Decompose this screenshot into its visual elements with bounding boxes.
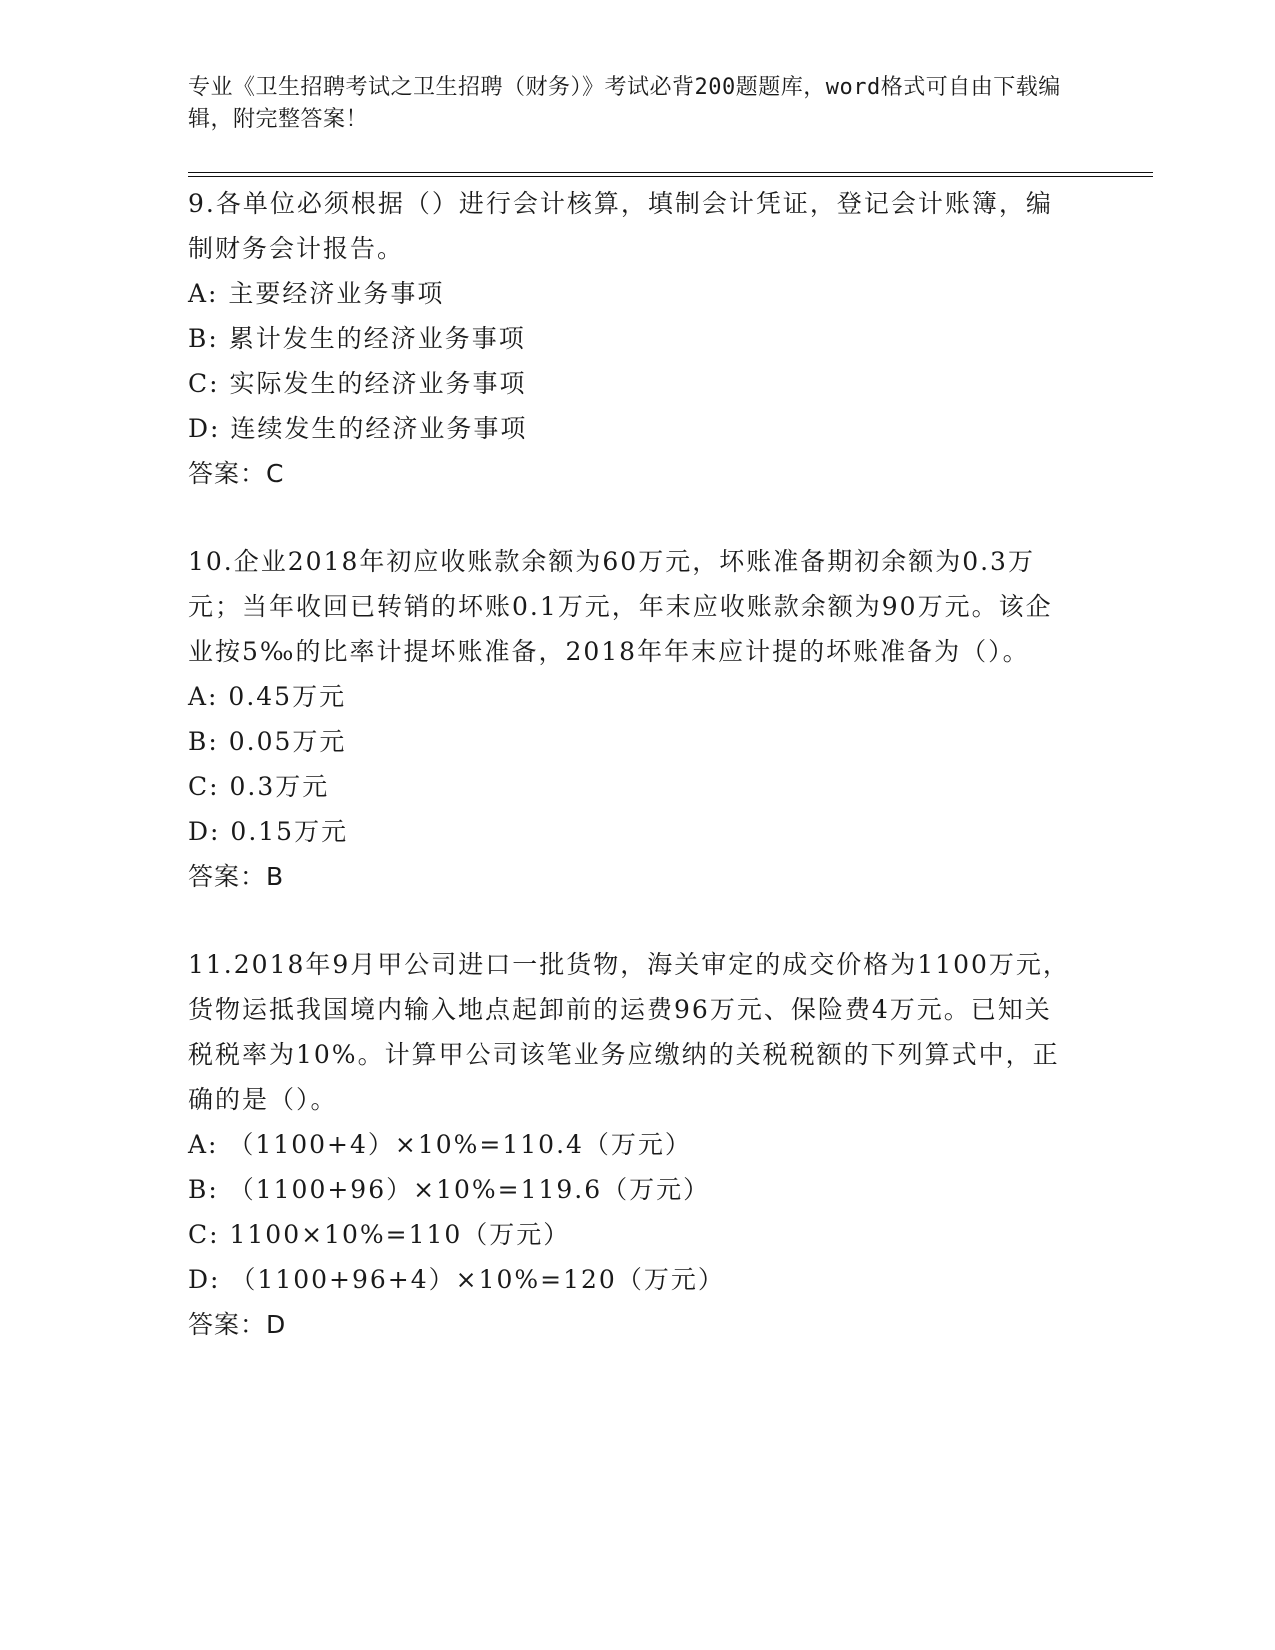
header-divider (188, 172, 1153, 173)
question-stem: 10.企业2018年初应收账款余额为60万元，坏账准备期初余额为0.3万元；当年收回已转销的坏账0.1万元，年末应收账款余额为90万元。该企业按5‰的比率计提坏账准备，2018年年末应计提的坏账准备为（）。 (188, 547, 1053, 666)
document-page (188, 72, 1153, 1348)
option-c: C: 实际发生的经济业务事项 (188, 369, 527, 398)
answer: 答案：B (188, 862, 285, 891)
question-11 (188, 942, 1153, 1348)
question-stem: 9.各单位必须根据（）进行会计核算，填制会计凭证，登记会计账簿，编制财务会计报告。 (188, 189, 1053, 263)
option-b: B: 累计发生的经济业务事项 (188, 324, 526, 353)
answer: 答案：D (188, 1310, 287, 1339)
option-c: C: 0.3万元 (188, 772, 330, 801)
option-c: C: 1100×10%=110（万元） (188, 1220, 571, 1249)
document-header: 专业《卫生招聘考试之卫生招聘（财务）》考试必背200题题库，word格式可自由下载编辑，附完整答案！ (188, 75, 1061, 132)
option-d: D: （1100+96+4）×10%=120（万元） (188, 1265, 725, 1294)
option-b: B: 0.05万元 (188, 727, 347, 756)
question-stem: 11.2018年9月甲公司进口一批货物，海关审定的成交价格为1100万元，货物运抵我国境内输入地点起卸前的运费96万元、保险费4万元。已知关税税率为10%。计算甲公司该笔业务应缴纳的关税税额的下列算式中，正确的是（）。 (188, 950, 1070, 1114)
option-a: A: （1100+4）×10%=110.4（万元） (188, 1130, 692, 1159)
answer: 答案：C (188, 459, 285, 488)
option-d: D: 0.15万元 (188, 817, 349, 846)
option-b: B: （1100+96）×10%=119.6（万元） (188, 1175, 711, 1204)
option-d: D: 连续发生的经济业务事项 (188, 414, 528, 443)
question-10 (188, 539, 1153, 900)
option-a: A: 0.45万元 (188, 682, 347, 711)
question-9 (188, 181, 1153, 497)
option-a: A: 主要经济业务事项 (188, 279, 445, 308)
